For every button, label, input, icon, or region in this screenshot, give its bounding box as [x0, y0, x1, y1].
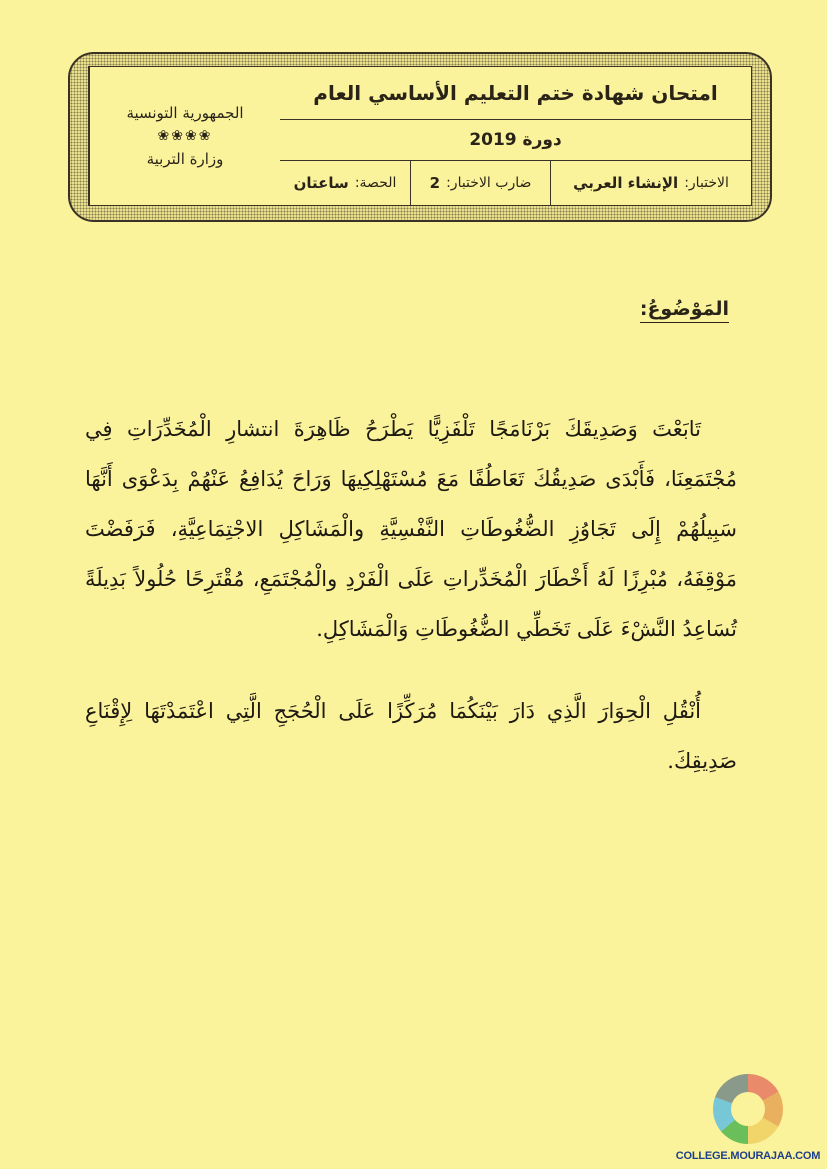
exam-header-table — [88, 66, 752, 206]
exam-details-row — [280, 161, 751, 205]
ministry-block — [89, 67, 280, 205]
duration-value: ساعتان — [293, 174, 349, 192]
paragraph-2-text: أُنْقُلِ الْحِوَارَ الَّذِي دَارَ بَيْنَكُمَا مُرَكِّزًا عَلَى الْحُجَجِ الَّتِي اعْتَمَدْتَهَا لِإِقْنَاعِ صَدِيقِكَ. — [85, 699, 737, 773]
test-value: الإنشاء العربي — [573, 174, 679, 192]
exam-title: امتحان شهادة ختم التعليم الأساسي العام — [280, 67, 751, 120]
emblem-stars-icon: ❀❀❀❀ — [157, 128, 213, 144]
duration-label: الحصة: — [354, 175, 397, 191]
coefficient-value: 2 — [429, 174, 441, 192]
coefficient-label: ضارب الاختبار: — [446, 175, 532, 191]
site-watermark — [675, 1068, 821, 1163]
ministry-name: وزارة التربية — [146, 150, 224, 168]
exam-session: دورة 2019 — [280, 120, 751, 161]
test-label: الاختبار: — [684, 175, 729, 191]
subject-heading: المَوْضُوعُ: — [640, 298, 729, 323]
exam-info — [280, 67, 751, 205]
country-name: الجمهورية التونسية — [126, 104, 244, 122]
duration-cell — [280, 161, 410, 205]
test-cell — [550, 161, 751, 205]
subject-paragraph-2 — [85, 686, 737, 786]
site-logo-icon — [713, 1074, 783, 1144]
site-url: COLLEGE.MOURAJAA.COM — [675, 1150, 821, 1162]
exam-header-frame — [68, 52, 772, 222]
coefficient-cell — [410, 161, 550, 205]
paragraph-1-text: تَابَعْتَ وَصَدِيقَكَ بَرْنَامَجًا تَلْفَزِيًّا يَطْرَحُ ظَاهِرَةَ انتشارِ الْمُخَدِّرَاتِ فِي مُجْتَمَعِنَا، فَأَبْدَى صَدِيقُكَ تَعَاطُفًا مَعَ مُسْتَهْلِكِيهَا وَرَاحَ يُدَافِعُ عَنْهُمْ بِدَعْوَى أَنَّهَا سَبِيلُهُمْ إِلَى تَجَاوُزِ الضُّغُوطَاتِ النَّفْسِيَّةِ والْمَشَاكِلِ الاجْتِمَاعِيَّةِ، فَرَفَضْتَ مَوْقِفَهُ، مُبْرِزًا لَهُ أَخْطَارَ الْمُخَدِّراتِ عَلَى الْفَرْدِ والْمُجْتَمَعِ، مُقْتَرِحًا حُلُولاً بَدِيلَةً تُسَاعِدُ النَّشْءَ عَلَى تَخَطِّي الضُّغُوطَاتِ وَالْمَشَاكِلِ. — [85, 417, 737, 641]
subject-paragraph-1 — [85, 404, 737, 654]
